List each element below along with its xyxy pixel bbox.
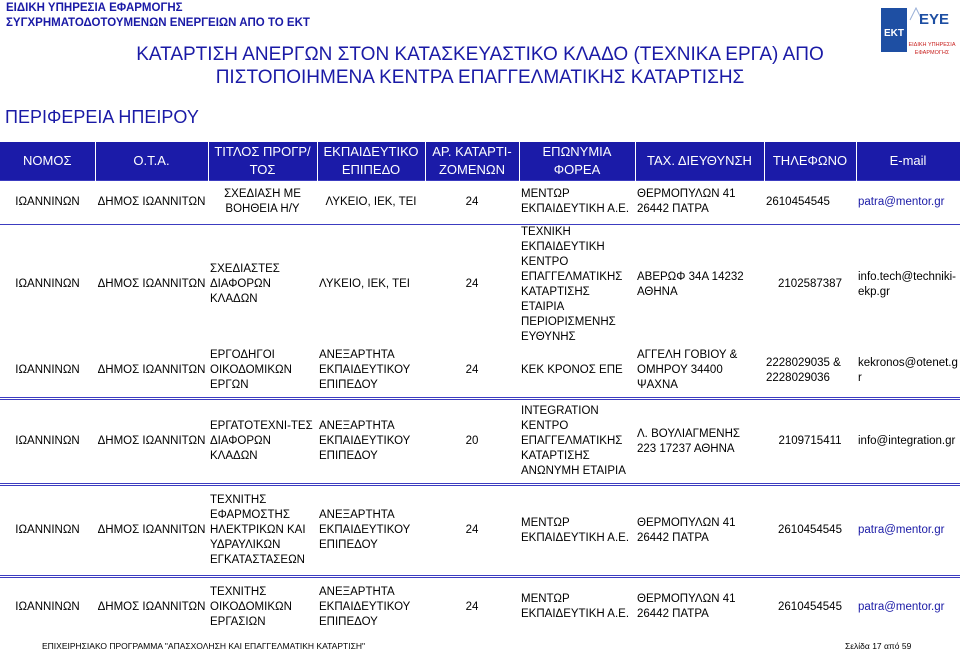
cell-tilefono: 2228029035 & 2228029036: [766, 356, 841, 384]
agency-name-line-2: ΣΥΓΧΡΗΜΑΤΟΔΟΤΟΥΜΕΝΩΝ ΕΝΕΡΓΕΙΩΝ ΑΠΟ ΤΟ ΕΚΤ: [6, 17, 310, 29]
cell-nomos: ΙΩΑΝΝΙΝΩΝ: [0, 485, 95, 577]
table-row: [0, 485, 960, 577]
cell-ota: ΔΗΜΟΣ ΙΩΑΝΝΙΤΩΝ: [95, 577, 208, 637]
cell-titlos: ΕΡΓΑΤΟΤΕΧΝΙ-ΤΕΣ ΔΙΑΦΟΡΩΝ ΚΛΑΔΩΝ: [208, 399, 317, 485]
page-title-line-1: ΚΑΤΑΡΤΙΣΗ ΑΝΕΡΓΩΝ ΣΤΟΝ ΚΑΤΑΣΚΕΥΑΣΤΙΚΟ ΚΛΑΔΟ (ΤΕΧΝΙΚΑ ΕΡΓΑ) ΑΠΟ: [136, 44, 824, 65]
cell-ota: ΔΗΜΟΣ ΙΩΑΝΝΙΤΩΝ: [95, 399, 208, 485]
cell-email: patra@mentor.gr: [856, 180, 960, 224]
cell-foreas: INTEGRATION ΚΕΝΤΡΟ ΕΠΑΓΓΕΛΜΑΤΙΚΗΣ ΚΑΤΑΡΤΙΣΗΣ ΑΝΩΝΥΜΗ ΕΤΑΙΡΙΑ: [519, 399, 635, 485]
cell-email: patra@mentor.gr: [856, 485, 960, 577]
cell-epipedo: ΑΝΕΞΑΡΤΗΤΑ ΕΚΠΑΙΔΕΥΤΙΚΟΥ ΕΠΙΠΕΔΟΥ: [317, 485, 425, 577]
col-header-ota: Ο.Τ.Α.: [95, 142, 208, 180]
page-title-line-2: ΠΙΣΤΟΠΟΙΗΜΕΝΑ ΚΕΝΤΡΑ ΕΠΑΓΓΕΛΜΑΤΙΚΗΣ ΚΑΤΑΡΤΙΣΗΣ: [215, 67, 745, 88]
cell-dieuthinsi: ΑΓΓΕΛΗ ΓΟΒΙΟΥ & ΟΜΗΡΟΥ 34400 ΨΑΧΝΑ: [637, 349, 738, 392]
cell-tilefono: 2102587387: [764, 224, 856, 345]
cell-arithmos: 24: [425, 180, 519, 224]
cell-tilefono: 2610454545: [764, 577, 856, 637]
cell-email: kekronos@otenet.gr: [858, 356, 958, 384]
cell-nomos: ΙΩΑΝΝΙΝΩΝ: [0, 180, 95, 224]
col-header-titlos: ΤΙΤΛΟΣ ΠΡΟΓΡ/ΤΟΣ: [208, 142, 317, 180]
cell-epipedo: ΛΥΚΕΙΟ, ΙΕΚ, ΤΕΙ: [317, 180, 425, 224]
cell-arithmos: 24: [425, 485, 519, 577]
cell-epipedo: ΑΝΕΞΑΡΤΗΤΑ ΕΚΠΑΙΔΕΥΤΙΚΟΥ ΕΠΙΠΕΔΟΥ: [317, 577, 425, 637]
eye-logo-text: ΕΥΕ: [918, 11, 950, 28]
col-header-arithmos: ΑΡ. ΚΑΤΑΡΤΙ-ΖΟΜΕΝΩΝ: [425, 142, 519, 180]
ekt-eye-logo: [880, 2, 956, 64]
cell-epipedo: ΑΝΕΞΑΡΤΗΤΑ ΕΚΠΑΙΔΕΥΤΙΚΟΥ ΕΠΙΠΕΔΟΥ: [317, 399, 425, 485]
cell-titlos: ΣΧΕΔΙΑΣΗ ΜΕ ΒΟΗΘΕΙΑ Η/Υ: [208, 180, 317, 224]
table-row: [0, 577, 960, 637]
cell-ota: ΔΗΜΟΣ ΙΩΑΝΝΙΤΩΝ: [95, 224, 208, 345]
cell-titlos: ΣΧΕΔΙΑΣΤΕΣ ΔΙΑΦΟΡΩΝ ΚΛΑΔΩΝ: [208, 224, 317, 345]
cell-email: info.tech@techniki-ekp.gr: [856, 224, 960, 345]
table-row: [0, 345, 960, 399]
col-header-tilefono: ΤΗΛΕΦΩΝΟ: [764, 142, 856, 180]
table-header-row: [0, 142, 960, 180]
col-header-nomos: ΝΟΜΟΣ: [0, 142, 95, 180]
ekt-logo-text: ΕΚΤ: [884, 28, 904, 39]
footer-program: ΕΠΙΧΕΙΡΗΣΙΑΚΟ ΠΡΟΓΡΑΜΜΑ "ΑΠΑΣΧΟΛΗΣΗ ΚΑΙ ΕΠΑΓΓΕΛΜΑΤΙΚΗ ΚΑΤΑΡΤΙΣΗ": [42, 641, 365, 651]
agency-name-line-1: ΕΙΔΙΚΗ ΥΠΗΡΕΣΙΑ ΕΦΑΡΜΟΓΗΣ: [6, 2, 183, 14]
cell-nomos: ΙΩΑΝΝΙΝΩΝ: [0, 399, 95, 485]
col-header-epipedo: ΕΚΠΑΙΔΕΥΤΙΚΟ ΕΠΙΠΕΔΟ: [317, 142, 425, 180]
cell-foreas: ΜΕΝΤΩΡ ΕΚΠΑΙΔΕΥΤΙΚΗ Α.Ε.: [519, 485, 635, 577]
footer-page-number: Σελίδα 17 από 59: [845, 641, 912, 651]
cell-arithmos: 20: [425, 399, 519, 485]
region-heading: ΠΕΡΙΦΕΡΕΙΑ ΗΠΕΙΡΟΥ: [5, 107, 199, 127]
cell-nomos: ΙΩΑΝΝΙΝΩΝ: [0, 577, 95, 637]
cell-tilefono: 2109715411: [764, 399, 856, 485]
cell-tilefono: 2610454545: [764, 180, 856, 224]
cell-foreas: ΜΕΝΤΩΡ ΕΚΠΑΙΔΕΥΤΙΚΗ Α.Ε.: [519, 180, 635, 224]
cell-titlos: ΤΕΧΝΙΤΗΣ ΟΙΚΟΔΟΜΙΚΩΝ ΕΡΓΑΣΙΩΝ: [208, 577, 317, 637]
logo-subtitle-line-2: ΕΦΑΡΜΟΓΗΣ: [914, 50, 950, 56]
cell-dieuthinsi: ΘΕΡΜΟΠΥΛΩΝ 41 26442 ΠΑΤΡΑ: [635, 485, 764, 577]
cell-dieuthinsi: ΑΒΕΡΩΦ 34Α 14232 ΑΘΗΝΑ: [635, 224, 764, 345]
cell-titlos: ΤΕΧΝΙΤΗΣ ΕΦΑΡΜΟΣΤΗΣ ΗΛΕΚΤΡΙΚΩΝ ΚΑΙ ΥΔΡΑΥΛΙΚΩΝ ΕΓΚΑΤΑΣΤΑΣΕΩΝ: [208, 485, 317, 577]
logo-subtitle-line-1: ΕΙΔΙΚΗ ΥΠΗΡΕΣΙΑ: [908, 42, 956, 48]
cell-nomos: ΙΩΑΝΝΙΝΩΝ: [15, 364, 80, 377]
cell-dieuthinsi: ΘΕΡΜΟΠΥΛΩΝ 41 26442 ΠΑΤΡΑ: [635, 180, 764, 224]
table-row: [0, 399, 960, 485]
cell-ota: ΔΗΜΟΣ ΙΩΑΝΝΙΤΩΝ: [95, 485, 208, 577]
cell-arithmos: 24: [425, 224, 519, 345]
cell-foreas: ΚΕΚ ΚΡΟΝΟΣ ΕΠΕ: [521, 364, 623, 377]
col-header-email: E-mail: [856, 142, 960, 180]
col-header-dieuthinsi: ΤΑΧ. ΔΙΕΥΘΥΝΣΗ: [635, 142, 764, 180]
cell-dieuthinsi: ΘΕΡΜΟΠΥΛΩΝ 41 26442 ΠΑΤΡΑ: [635, 577, 764, 637]
table-row: [0, 224, 960, 345]
cell-ota: ΔΗΜΟΣ ΙΩΑΝΝΙΤΩΝ: [97, 364, 206, 377]
cell-email: info@integration.gr: [856, 399, 960, 485]
cell-tilefono: 2610454545: [764, 485, 856, 577]
cell-ota: ΔΗΜΟΣ ΙΩΑΝΝΙΤΩΝ: [95, 180, 208, 224]
table-row: [0, 180, 960, 224]
cell-titlos: ΕΡΓΟΔΗΓΟΙ ΟΙΚΟΔΟΜΙΚΩΝ ΕΡΓΩΝ: [210, 349, 292, 392]
col-header-foreas: ΕΠΩΝΥΜΙΑ ΦΟΡΕΑ: [519, 142, 635, 180]
cell-arithmos: 24: [465, 364, 479, 377]
cell-foreas: ΤΕΧΝΙΚΗ ΕΚΠΑΙΔΕΥΤΙΚΗ ΚΕΝΤΡΟ ΕΠΑΓΓΕΛΜΑΤΙΚΗΣ ΚΑΤΑΡΤΙΣΗΣ ΕΤΑΙΡΙΑ ΠΕΡΙΟΡΙΣΜΕΝΗΣ ΕΥΘΥΝΗΣ: [519, 224, 635, 345]
cell-email: patra@mentor.gr: [856, 577, 960, 637]
cell-foreas: ΜΕΝΤΩΡ ΕΚΠΑΙΔΕΥΤΙΚΗ Α.Ε.: [519, 577, 635, 637]
cell-epipedo: ΛΥΚΕΙΟ, ΙΕΚ, ΤΕΙ: [317, 224, 425, 345]
training-programs-table: [0, 142, 960, 637]
cell-dieuthinsi: Λ. ΒΟΥΛΙΑΓΜΕΝΗΣ 223 17237 ΑΘΗΝΑ: [635, 399, 764, 485]
cell-epipedo: ΑΝΕΞΑΡΤΗΤΑ ΕΚΠΑΙΔΕΥΤΙΚΟΥ ΕΠΙΠΕΔΟΥ: [319, 349, 411, 392]
cell-arithmos: 24: [425, 577, 519, 637]
cell-nomos: ΙΩΑΝΝΙΝΩΝ: [0, 224, 95, 345]
